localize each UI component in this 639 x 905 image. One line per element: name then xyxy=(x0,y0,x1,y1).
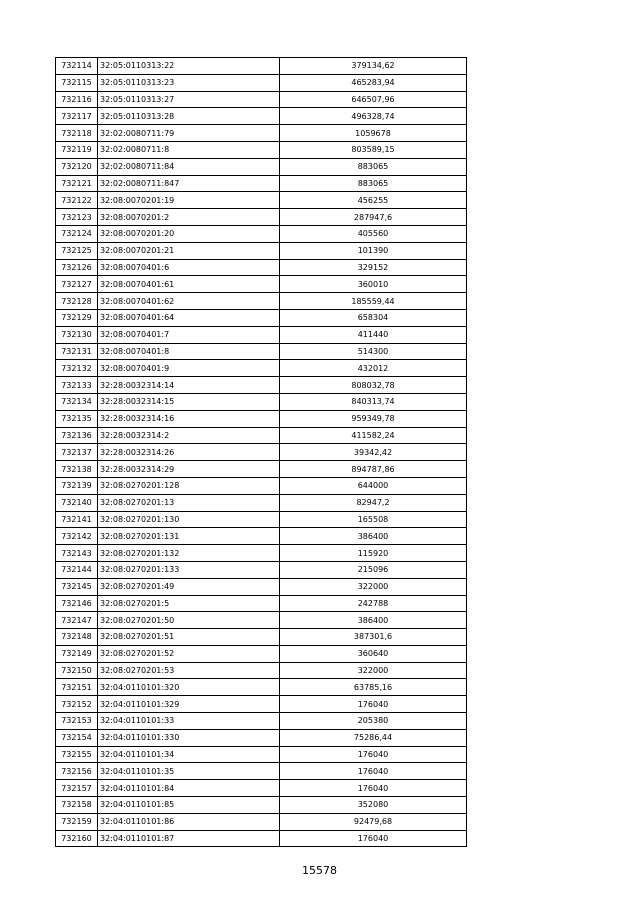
value-cell: 176040 xyxy=(280,763,467,780)
cadastral-number-cell: 32:02:0080711:847 xyxy=(98,175,280,192)
value-cell: 82947,2 xyxy=(280,494,467,511)
table-row xyxy=(56,696,467,713)
row-id-cell: 732134 xyxy=(56,393,98,410)
value-cell: 176040 xyxy=(280,830,467,847)
row-id-cell: 732118 xyxy=(56,125,98,142)
row-id-cell: 732121 xyxy=(56,175,98,192)
cadastral-number-cell: 32:04:0110101:84 xyxy=(98,780,280,797)
value-cell: 176040 xyxy=(280,746,467,763)
table-row xyxy=(56,477,467,494)
cadastral-number-cell: 32:08:0070401:8 xyxy=(98,343,280,360)
cadastral-number-cell: 32:08:0270201:130 xyxy=(98,511,280,528)
table-row xyxy=(56,662,467,679)
row-id-cell: 732153 xyxy=(56,713,98,730)
row-id-cell: 732138 xyxy=(56,461,98,478)
cadastral-number-cell: 32:05:0110313:27 xyxy=(98,91,280,108)
cadastral-number-cell: 32:28:0032314:15 xyxy=(98,393,280,410)
cadastral-number-cell: 32:08:0070401:64 xyxy=(98,309,280,326)
row-id-cell: 732156 xyxy=(56,763,98,780)
cadastral-number-cell: 32:08:0070401:7 xyxy=(98,326,280,343)
value-cell: 75286,44 xyxy=(280,729,467,746)
row-id-cell: 732139 xyxy=(56,477,98,494)
value-cell: 883065 xyxy=(280,158,467,175)
table-row xyxy=(56,360,467,377)
value-cell: 92479,68 xyxy=(280,813,467,830)
row-id-cell: 732146 xyxy=(56,595,98,612)
table-row xyxy=(56,91,467,108)
value-cell: 386400 xyxy=(280,612,467,629)
cadastral-number-cell: 32:02:0080711:79 xyxy=(98,125,280,142)
row-id-cell: 732158 xyxy=(56,797,98,814)
cadastral-number-cell: 32:08:0070201:19 xyxy=(98,192,280,209)
value-cell: 379134,62 xyxy=(280,58,467,75)
row-id-cell: 732152 xyxy=(56,696,98,713)
table-row xyxy=(56,679,467,696)
row-id-cell: 732149 xyxy=(56,645,98,662)
table-row xyxy=(56,343,467,360)
value-cell: 894787,86 xyxy=(280,461,467,478)
table-row xyxy=(56,108,467,125)
table-row xyxy=(56,511,467,528)
table-row xyxy=(56,242,467,259)
table-row xyxy=(56,578,467,595)
value-cell: 432012 xyxy=(280,360,467,377)
row-id-cell: 732127 xyxy=(56,276,98,293)
value-cell: 287947,6 xyxy=(280,209,467,226)
cadastral-number-cell: 32:05:0110313:23 xyxy=(98,74,280,91)
row-id-cell: 732159 xyxy=(56,813,98,830)
row-id-cell: 732147 xyxy=(56,612,98,629)
row-id-cell: 732140 xyxy=(56,494,98,511)
table-row xyxy=(56,612,467,629)
table-row xyxy=(56,58,467,75)
cadastral-number-cell: 32:04:0110101:330 xyxy=(98,729,280,746)
cadastral-number-cell: 32:08:0270201:133 xyxy=(98,561,280,578)
value-cell: 39342,42 xyxy=(280,444,467,461)
table-row xyxy=(56,393,467,410)
table-row xyxy=(56,276,467,293)
row-id-cell: 732116 xyxy=(56,91,98,108)
cadastral-number-cell: 32:28:0032314:26 xyxy=(98,444,280,461)
table-row xyxy=(56,461,467,478)
table-row xyxy=(56,797,467,814)
table-body xyxy=(56,58,467,847)
table-row xyxy=(56,545,467,562)
row-id-cell: 732131 xyxy=(56,343,98,360)
value-cell: 63785,16 xyxy=(280,679,467,696)
row-id-cell: 732144 xyxy=(56,561,98,578)
table-row xyxy=(56,746,467,763)
row-id-cell: 732155 xyxy=(56,746,98,763)
value-cell: 215096 xyxy=(280,561,467,578)
row-id-cell: 732136 xyxy=(56,427,98,444)
row-id-cell: 732117 xyxy=(56,108,98,125)
value-cell: 322000 xyxy=(280,662,467,679)
value-cell: 352080 xyxy=(280,797,467,814)
cadastral-number-cell: 32:04:0110101:86 xyxy=(98,813,280,830)
value-cell: 329152 xyxy=(280,259,467,276)
value-cell: 242788 xyxy=(280,595,467,612)
value-cell: 840313,74 xyxy=(280,393,467,410)
table-row xyxy=(56,326,467,343)
table-row xyxy=(56,209,467,226)
row-id-cell: 732137 xyxy=(56,444,98,461)
cadastral-value-table xyxy=(55,57,467,847)
cadastral-number-cell: 32:08:0270201:52 xyxy=(98,645,280,662)
value-cell: 803589,15 xyxy=(280,141,467,158)
value-cell: 322000 xyxy=(280,578,467,595)
cadastral-number-cell: 32:04:0110101:34 xyxy=(98,746,280,763)
cadastral-number-cell: 32:08:0270201:53 xyxy=(98,662,280,679)
table-row xyxy=(56,780,467,797)
table-row xyxy=(56,192,467,209)
table-row xyxy=(56,74,467,91)
value-cell: 176040 xyxy=(280,696,467,713)
value-cell: 411440 xyxy=(280,326,467,343)
value-cell: 644000 xyxy=(280,477,467,494)
value-cell: 386400 xyxy=(280,528,467,545)
cadastral-number-cell: 32:28:0032314:14 xyxy=(98,377,280,394)
table-row xyxy=(56,141,467,158)
cadastral-number-cell: 32:04:0110101:33 xyxy=(98,713,280,730)
cadastral-number-cell: 32:02:0080711:8 xyxy=(98,141,280,158)
table-row xyxy=(56,729,467,746)
value-cell: 456255 xyxy=(280,192,467,209)
table-row xyxy=(56,561,467,578)
cadastral-number-cell: 32:08:0070201:20 xyxy=(98,225,280,242)
table-row xyxy=(56,410,467,427)
table-row xyxy=(56,125,467,142)
table-row xyxy=(56,830,467,847)
value-cell: 185559,44 xyxy=(280,293,467,310)
table-row xyxy=(56,259,467,276)
table-row xyxy=(56,175,467,192)
cadastral-number-cell: 32:08:0270201:50 xyxy=(98,612,280,629)
row-id-cell: 732128 xyxy=(56,293,98,310)
row-id-cell: 732160 xyxy=(56,830,98,847)
row-id-cell: 732154 xyxy=(56,729,98,746)
cadastral-number-cell: 32:04:0110101:35 xyxy=(98,763,280,780)
table-row xyxy=(56,293,467,310)
table-row xyxy=(56,813,467,830)
row-id-cell: 732143 xyxy=(56,545,98,562)
row-id-cell: 732124 xyxy=(56,225,98,242)
row-id-cell: 732123 xyxy=(56,209,98,226)
cadastral-number-cell: 32:08:0070401:61 xyxy=(98,276,280,293)
cadastral-number-cell: 32:28:0032314:16 xyxy=(98,410,280,427)
row-id-cell: 732151 xyxy=(56,679,98,696)
table-row xyxy=(56,763,467,780)
cadastral-number-cell: 32:04:0110101:85 xyxy=(98,797,280,814)
cadastral-number-cell: 32:08:0270201:5 xyxy=(98,595,280,612)
value-cell: 411582,24 xyxy=(280,427,467,444)
cadastral-number-cell: 32:08:0070201:21 xyxy=(98,242,280,259)
row-id-cell: 732148 xyxy=(56,629,98,646)
cadastral-number-cell: 32:08:0270201:13 xyxy=(98,494,280,511)
row-id-cell: 732125 xyxy=(56,242,98,259)
cadastral-number-cell: 32:04:0110101:87 xyxy=(98,830,280,847)
value-cell: 646507,96 xyxy=(280,91,467,108)
table-row xyxy=(56,494,467,511)
row-id-cell: 732133 xyxy=(56,377,98,394)
value-cell: 115920 xyxy=(280,545,467,562)
value-cell: 205380 xyxy=(280,713,467,730)
table-row xyxy=(56,444,467,461)
cadastral-number-cell: 32:08:0270201:51 xyxy=(98,629,280,646)
row-id-cell: 732145 xyxy=(56,578,98,595)
cadastral-number-cell: 32:28:0032314:2 xyxy=(98,427,280,444)
table-row xyxy=(56,309,467,326)
value-cell: 658304 xyxy=(280,309,467,326)
cadastral-number-cell: 32:08:0070401:6 xyxy=(98,259,280,276)
table-row xyxy=(56,645,467,662)
table-row xyxy=(56,629,467,646)
table-row xyxy=(56,713,467,730)
cadastral-number-cell: 32:08:0270201:128 xyxy=(98,477,280,494)
table-row xyxy=(56,225,467,242)
value-cell: 808032,78 xyxy=(280,377,467,394)
row-id-cell: 732120 xyxy=(56,158,98,175)
cadastral-number-cell: 32:04:0110101:320 xyxy=(98,679,280,696)
value-cell: 176040 xyxy=(280,780,467,797)
row-id-cell: 732132 xyxy=(56,360,98,377)
table-row xyxy=(56,158,467,175)
table-row xyxy=(56,595,467,612)
cadastral-number-cell: 32:08:0270201:131 xyxy=(98,528,280,545)
value-cell: 959349,78 xyxy=(280,410,467,427)
value-cell: 514300 xyxy=(280,343,467,360)
cadastral-number-cell: 32:08:0070401:9 xyxy=(98,360,280,377)
row-id-cell: 732114 xyxy=(56,58,98,75)
row-id-cell: 732129 xyxy=(56,309,98,326)
cadastral-number-cell: 32:08:0070201:2 xyxy=(98,209,280,226)
value-cell: 101390 xyxy=(280,242,467,259)
value-cell: 387301,6 xyxy=(280,629,467,646)
value-cell: 360640 xyxy=(280,645,467,662)
value-cell: 496328,74 xyxy=(280,108,467,125)
row-id-cell: 732119 xyxy=(56,141,98,158)
value-cell: 465283,94 xyxy=(280,74,467,91)
row-id-cell: 732126 xyxy=(56,259,98,276)
row-id-cell: 732130 xyxy=(56,326,98,343)
row-id-cell: 732135 xyxy=(56,410,98,427)
cadastral-number-cell: 32:28:0032314:29 xyxy=(98,461,280,478)
cadastral-number-cell: 32:02:0080711:84 xyxy=(98,158,280,175)
row-id-cell: 732142 xyxy=(56,528,98,545)
row-id-cell: 732122 xyxy=(56,192,98,209)
table-row xyxy=(56,377,467,394)
row-id-cell: 732157 xyxy=(56,780,98,797)
value-cell: 1059678 xyxy=(280,125,467,142)
value-cell: 883065 xyxy=(280,175,467,192)
cadastral-number-cell: 32:08:0270201:132 xyxy=(98,545,280,562)
row-id-cell: 732150 xyxy=(56,662,98,679)
cadastral-number-cell: 32:05:0110313:22 xyxy=(98,58,280,75)
value-cell: 405560 xyxy=(280,225,467,242)
row-id-cell: 732115 xyxy=(56,74,98,91)
page-number: 15578 xyxy=(302,864,337,877)
cadastral-number-cell: 32:08:0070401:62 xyxy=(98,293,280,310)
value-cell: 360010 xyxy=(280,276,467,293)
table-row xyxy=(56,427,467,444)
cadastral-number-cell: 32:04:0110101:329 xyxy=(98,696,280,713)
cadastral-number-cell: 32:08:0270201:49 xyxy=(98,578,280,595)
row-id-cell: 732141 xyxy=(56,511,98,528)
cadastral-number-cell: 32:05:0110313:28 xyxy=(98,108,280,125)
table-row xyxy=(56,528,467,545)
value-cell: 165508 xyxy=(280,511,467,528)
